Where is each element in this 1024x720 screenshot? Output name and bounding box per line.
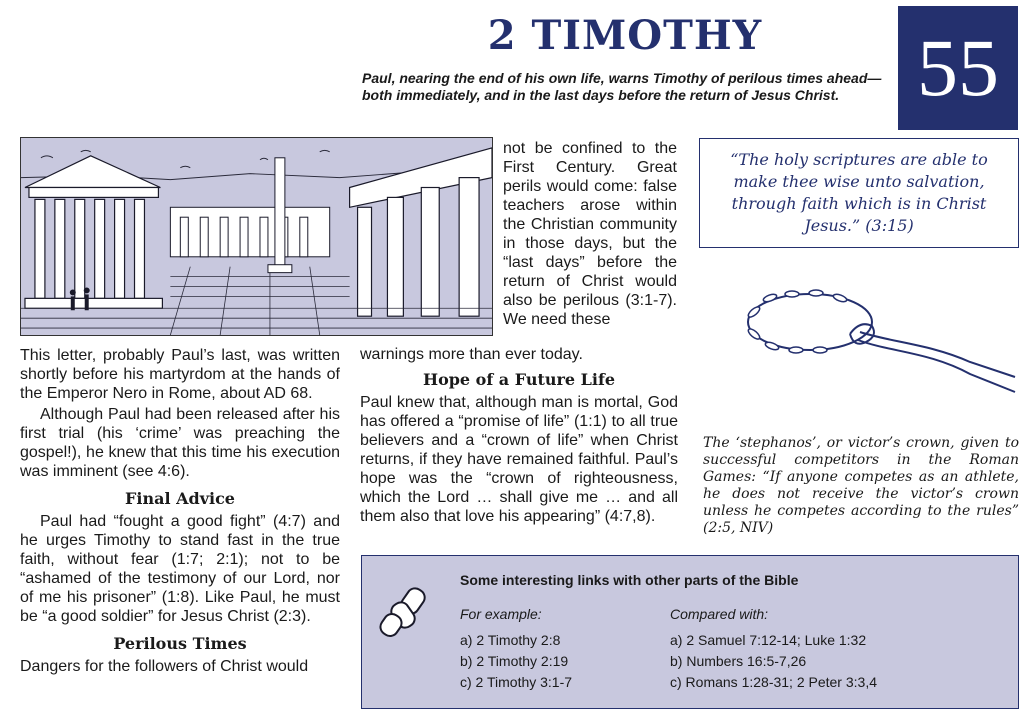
- chapter-number: 55: [917, 22, 999, 113]
- future-life-paragraph: Paul knew that, although man is mortal, God has offered a “promise of life” (1:1) to all true believers and a “crown of life” when Christ returns, if they have remained faithful. Paul’s hope was the “crown of righteousness, which the Lord … shall give me … and all them also that love his appearing” (4:7,8).: [360, 394, 678, 525]
- perilous-times-continued: not be confined to the First Century. Great perils would come: false teachers arose within the Christian community in those days, but the “last days” before the return of Christ would also be perilous (3:1-7). We need these: [503, 140, 677, 328]
- column-2: [360, 362, 678, 526]
- heading-final-advice: Final Advice: [125, 489, 235, 508]
- perilous-times-paragraph-start: Dangers for the followers of Christ would: [20, 658, 309, 675]
- laurel-wreath-in-hand-icon: [740, 282, 1020, 402]
- link-example-c: c) 2 Timothy 3:1-7: [460, 674, 573, 690]
- column-1: [20, 346, 340, 676]
- final-advice-paragraph: Paul had “fought a good fight” (4:7) and he urges Timothy to stand fast in the true faith, without fear (1:7; 2:1); not to be “ashamed of the testimony of our Lord, nor of me his prisoner” (1:8). Like Paul, he must be “a good soldier” for Jesus Christ (2:3).: [20, 513, 340, 625]
- laurel-wreath-illustration: [740, 282, 1020, 402]
- links-right-header: Compared with:: [670, 606, 769, 622]
- bible-links-panel: [361, 555, 1019, 709]
- roman-forum-illustration: [20, 137, 493, 336]
- link-example-a: a) 2 Timothy 2:8: [460, 632, 561, 648]
- intro-paragraph: This letter, probably Paul’s last, was written shortly before his martyrdom at the hands of the Emperor Nero in Rome, about AD 68.: [20, 347, 340, 402]
- link-compared-c: c) Romans 1:28-31; 2 Peter 3:3,4: [670, 674, 877, 690]
- heading-perilous-times: Perilous Times: [113, 634, 247, 653]
- key-verse-quote: “The holy scriptures are able to make thee wise unto salvation, through faith which is in Christ Jesus.” (3:15): [730, 150, 988, 235]
- links-compared-column: [670, 606, 877, 693]
- book-title: 2 TIMOTHY: [487, 12, 763, 59]
- wreath-caption: The ‘stephanos’, or victor’s crown, given to successful competitors in the Roman Games: “If anyone competes as an athlete, he does not receive the victor’s crown unless he competes according to the rules” (2:5, NIV): [703, 435, 1019, 536]
- key-verse-box: [699, 138, 1019, 248]
- heading-future-life: Hope of a Future Life: [422, 370, 616, 389]
- release-paragraph: Although Paul had been released after his first trial (his ‘crime’ was preaching the gospel!), he knew that this time his execution was imminent (see 4:6).: [20, 406, 340, 480]
- links-left-header: For example:: [460, 606, 542, 622]
- roman-forum-drawing: [21, 138, 492, 335]
- link-example-b: b) 2 Timothy 2:19: [460, 653, 569, 669]
- links-heading: Some interesting links with other parts of the Bible: [460, 572, 799, 588]
- book-summary: Paul, nearing the end of his own life, warns Timothy of perilous times ahead—both immediately, and in the last days before the return of Jesus Christ.: [362, 70, 882, 103]
- links-example-column: [460, 606, 572, 693]
- chain-link-icon: [376, 584, 432, 638]
- link-compared-a: a) 2 Samuel 7:12-14; Luke 1:32: [670, 632, 867, 648]
- chapter-number-badge: [898, 6, 1018, 130]
- chain-link-svg: [376, 584, 432, 638]
- link-compared-b: b) Numbers 16:5-7,26: [670, 653, 807, 669]
- perilous-times-tail: warnings more than ever today.: [360, 346, 583, 363]
